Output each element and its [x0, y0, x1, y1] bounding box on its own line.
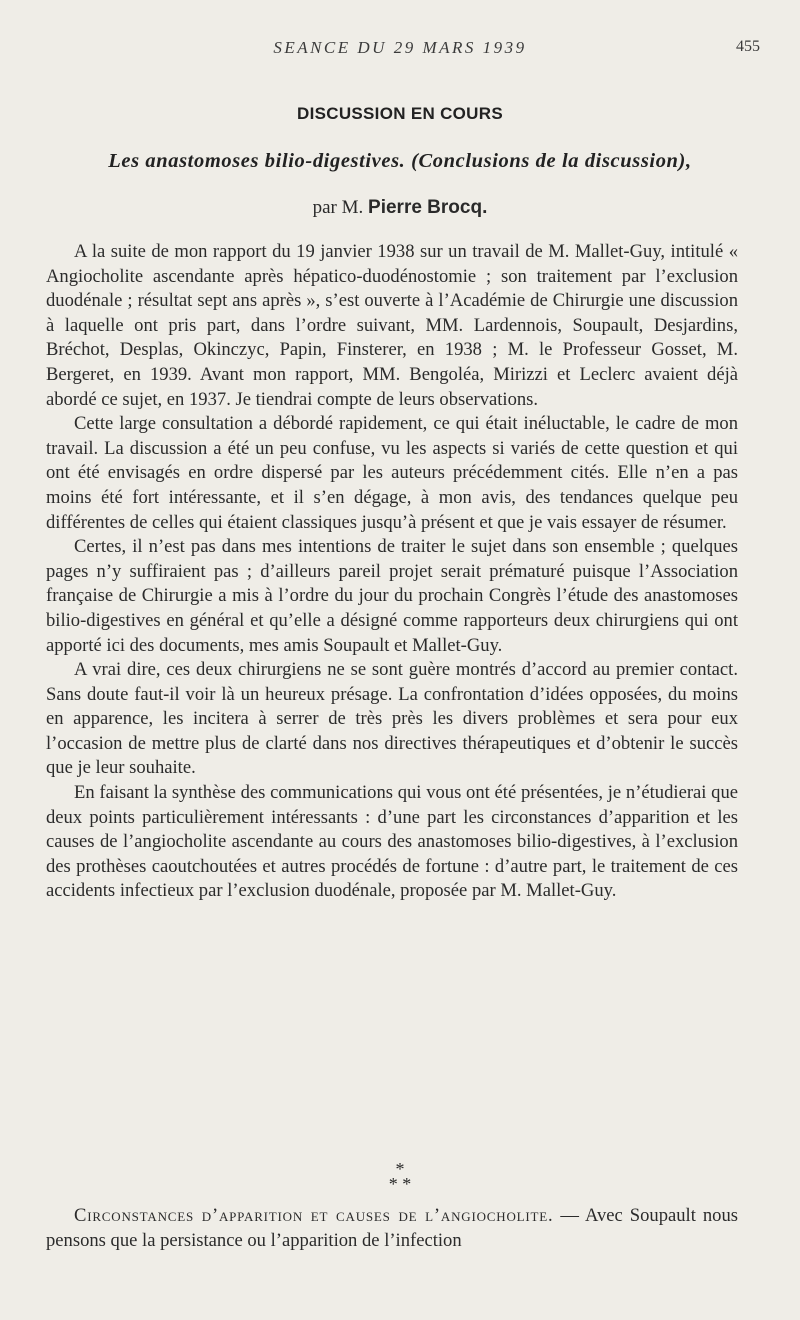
- section-text: Avec Soupault nous pensons que la persistance ou l’apparition de l’infection: [46, 1205, 738, 1251]
- section-heading: Circonstances d’apparition et causes de l’angiocholite.: [74, 1205, 554, 1226]
- asterism-bottom: * *: [388, 1174, 412, 1194]
- byline: [0, 197, 800, 219]
- asterism-top: *: [395, 1159, 405, 1179]
- paragraph-2: Cette large consultation a débordé rapidement, ce qui était inéluctable, le cadre de mon travail. La discussion a été un peu confuse, vu les aspects si variés de cette question et qui ont été envisagés en ordre dispersé par les auteurs précédemment cités. Elle n’en a pas moins été fort intéressante, et il s’en dégage, à mon avis, des tendances quelque peu différentes de celles qui étaient classiques jusqu’à présent et que je vais essayer de résumer.: [46, 413, 738, 533]
- paragraph-5: En faisant la synthèse des communications qui vous ont été présentées, je n’étudierai que deux points particulièrement intéressants : d’une part les circonstances d’apparition et les causes de l’angiocholite ascendante au cours des anastomoses bilio-digestives, à l’exclusion des prothèses caoutchoutées et autres procédés de fortune : d’autre part, le traitement de ces accidents infectieux par l’exclusion duodénale, proposée par M. Mallet-Guy.: [46, 782, 738, 902]
- body-text: [46, 240, 738, 904]
- paragraph-1: A la suite de mon rapport du 19 janvier 1938 sur un travail de M. Mallet-Guy, intitulé « Angiocholite ascendante après hépatico-duodénostomie ; son traitement par l’exclusion duodénale ; résultat sept ans après », s’est ouverte à l’Académie de Chirurgie une discussion à laquelle ont pris part, dans l’ordre suivant, MM. Lardennois, Soupault, Desjardins, Bréchot, Desplas, Okinczyc, Papin, Finsterer, en 1938 ; M. le Professeur Gosset, M. Bergeret, en 1939. Avant mon rapport, MM. Bengoléa, Mirizzi et Leclerc avaient déjà abordé ce sujet, en 1937. Je tiendrai compte de leurs observations.: [46, 241, 738, 410]
- section-label: DISCUSSION EN COURS: [297, 104, 503, 123]
- section-body: [46, 1204, 738, 1253]
- running-title: SEANCE DU 29 MARS 1939: [273, 38, 527, 57]
- author-name: Pierre Brocq.: [368, 197, 488, 218]
- section-paragraph: [46, 1204, 738, 1253]
- paragraph-4: A vrai dire, ces deux chirurgiens ne se sont guère montrés d’accord au premier contact. Sans doute faut-il voir là un heureux présage. La confrontation d’idées opposées, du moins en apparence, les incitera à serrer de très près les divers problèmes et sera pour eux l’occasion de mettre plus de clarté dans nos directives thérapeutiques et d’obtenir le succès que je leur souhaite.: [46, 659, 738, 779]
- page-number: 455: [736, 38, 760, 55]
- article-title: Les anastomoses bilio-digestives. (Conclusions de la discussion),: [108, 150, 692, 172]
- paragraph-3: Certes, il n’est pas dans mes intentions de traiter le sujet dans son ensemble ; quelques pages n’y suffiraient pas ; d’ailleurs pareil projet serait prématuré puisque l’Association française de Chirurgie a mis à l’ordre du jour du prochain Congrès l’étude des anastomoses bilio-digestives en général et qu’elle a désigné comme rapporteurs deux chirurgiens qui ont apporté ici des documents, mes amis Soupault et Mallet-Guy.: [46, 536, 738, 656]
- byline-prefix: par M.: [312, 197, 364, 218]
- section-dash: —: [553, 1205, 585, 1226]
- running-header: [0, 38, 800, 60]
- asterism-separator: [0, 1159, 800, 1194]
